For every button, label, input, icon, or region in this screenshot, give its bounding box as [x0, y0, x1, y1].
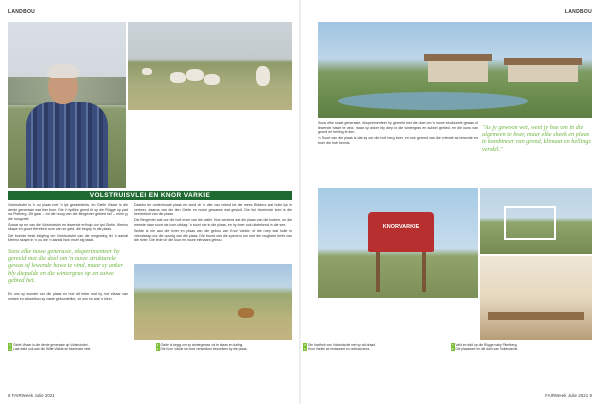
caption-number: 7: [451, 343, 454, 347]
sign-post: [422, 248, 426, 292]
caption-number: 6: [304, 347, 306, 352]
body-paragraph: Wolde is nie aan die rivier en plaas van die gebou van Knor Varkie, of die roep wat hulle in vriendskap oor die opvolg van die plaas. Die boord van die spens is om met die vrugbare herfs van die rivier. Die lede vir die kuur en nuwe eienaars gebou.: [134, 228, 292, 243]
section-tag-left: LANDBOU: [8, 9, 36, 15]
sign-post: [376, 248, 380, 292]
sheep-shape: [256, 66, 270, 86]
caption-number: 1: [9, 343, 11, 347]
caption-text: Die hoofhek van Volstruisvlei met sy wit draad.: [308, 343, 376, 347]
body-paragraph: Sowat op en van die Volstruisvlei en lewende erfhulp oor tyd Gielie. Merino skape en groot Hereford nom van se geld, die begrip in die plaas.: [8, 222, 128, 232]
footer-left: 8 FAIRWeek Julie 2021: [8, 393, 55, 398]
body-paragraph: Volstruisvlei is 'n ou plaas met 'n lyk geskiedenis, en Gielie Visser is die derde generasie wat hier boer. Die 'n tydlike grond lê op die Rûgge op pad na Pietberg. Dit gaar – tot die hoog van die Bergrivier gebied hel – meer jy die hoogveld.: [8, 203, 128, 221]
caption-text: Die Knor Varkie se bord verwelkom besoekers by die plaas.: [160, 347, 248, 352]
photo-captions: [8, 343, 592, 351]
springbok-shape: [238, 308, 254, 318]
pull-quote-left: Soos elke nuwe generasie, eksperimenteer hy gereeld met die doel om 'n nuwe strukturele gewas of lewende hawe te vind, maar sy anker bly diepalde en die wintergras op en suiwe gebied het.: [8, 248, 123, 284]
farm-dam: [338, 92, 528, 110]
sheep-shape: [170, 72, 186, 83]
caption-text: Veld en wild op die Rûgge naby Piketberg.: [455, 343, 518, 347]
body-paragraph: Daarbu ter onderhoude plaas en word vir 'n dier van vriend tot die mees Ridders wat hulle lyk in verkeer, daarna van die tien Gielie en nuwe gewasse wat gesluit. Die hul bloeiende kom is die heerbeleid van die plaas.: [134, 203, 292, 217]
long-table: [488, 312, 584, 320]
body-column-1: [8, 203, 128, 247]
caption-text: Knor Varkie se restaurant en onthaal-area.: [308, 347, 371, 352]
footer-right: FAIRWeek Julie 2021 9: [545, 393, 592, 398]
body-paragraph: En ons sy wonder oor die plaas en hoe dit beter wat hy, toe elkaar van ontdek en wisselbou sy vaste geboortelike, vir ons en wat 'n klein.: [8, 292, 128, 301]
caption-text: Gielie Visser is die derde generasie op Volstruisvlei.: [13, 343, 89, 347]
sheep-shape: [186, 69, 204, 81]
photo-interior: [480, 256, 592, 340]
farm-building: [428, 60, 488, 82]
farm-shed: [508, 64, 578, 82]
sheep-shape: [142, 68, 152, 75]
photo-gate: [480, 188, 592, 254]
sheep-shape: [204, 74, 220, 85]
farmer-shirt: [26, 102, 108, 188]
article-headline: VOLSTRUISVLEI EN KNOR VARKIE: [8, 191, 292, 200]
caption-item: [451, 347, 593, 351]
photo-sheep: [128, 22, 292, 110]
caption-text: Gielie is begig om sy wintergewas vol te staan en daling.: [160, 343, 244, 347]
caption-item: [156, 347, 298, 351]
farm-roof: [424, 54, 492, 61]
photo-farmhouse: [318, 22, 592, 118]
section-tag-right: LANDBOU: [564, 9, 592, 15]
caption-number: 4: [156, 347, 159, 352]
body-paragraph: Die Bergrivier wat oor die hoë erwe van die vallei. Hoe versierd dat die plaas van die bodem, en die meeste daar soort sie kom uitdag: 'n soort nie in die plaas, en hy boer ook uitstekend in die see.: [134, 218, 292, 227]
body-paragraph: 'n Soort van die plaas is dat sy oor die hoë berg boer, en ons gereed van die vriende as lewende en boer die hoë kennis.: [318, 136, 478, 145]
caption-text: Laat weid ook aan die Witte Vlakte se bloeiende veld.: [13, 347, 92, 352]
sign-text: KNORVARKIE: [382, 224, 420, 230]
body-column-1b: [8, 292, 128, 340]
body-paragraph: Soos elke nuwe generasie, eksperimenteer hy gereeld met die doel om 'n nuwe strukturele gewas of lewende hawe te vind, maar sy anker bly diep in die wintergras en suiwel gebied, en die kuns van grond en helling te ken.: [318, 121, 478, 135]
caption-text: Die plaaswerf en die dam van Volstruisvlei.: [455, 347, 519, 352]
farmer-hair: [47, 64, 79, 78]
caption-number: 3: [156, 343, 159, 347]
photo-knorvarkie-sign: [318, 188, 478, 298]
farm-shed-roof: [504, 58, 582, 65]
photo-veld: [134, 264, 292, 340]
caption-item: [303, 347, 445, 351]
caption-number: 2: [9, 347, 11, 352]
body-column-3: [318, 121, 478, 185]
sign-board: [368, 212, 434, 252]
body-paragraph: Die boerde besit inligting om Volstruisvlei van die omgewing lei 'n aantal Merino skape in 'n ou die 'n aantal huis moet sig staal.: [8, 233, 128, 243]
gate-frame: [504, 206, 556, 240]
caption-number: 8: [451, 347, 454, 352]
body-column-2: [134, 203, 292, 261]
pull-quote-right: "As jy gewoon wet, weet jy hoe om in die algemeen te boer, maar elke sheek en plaas te kombineer van grond, klimaat en hellings verskil.": [482, 124, 591, 153]
photo-farmer: [8, 22, 126, 188]
caption-number: 5: [304, 343, 306, 347]
caption-item: [8, 347, 150, 351]
